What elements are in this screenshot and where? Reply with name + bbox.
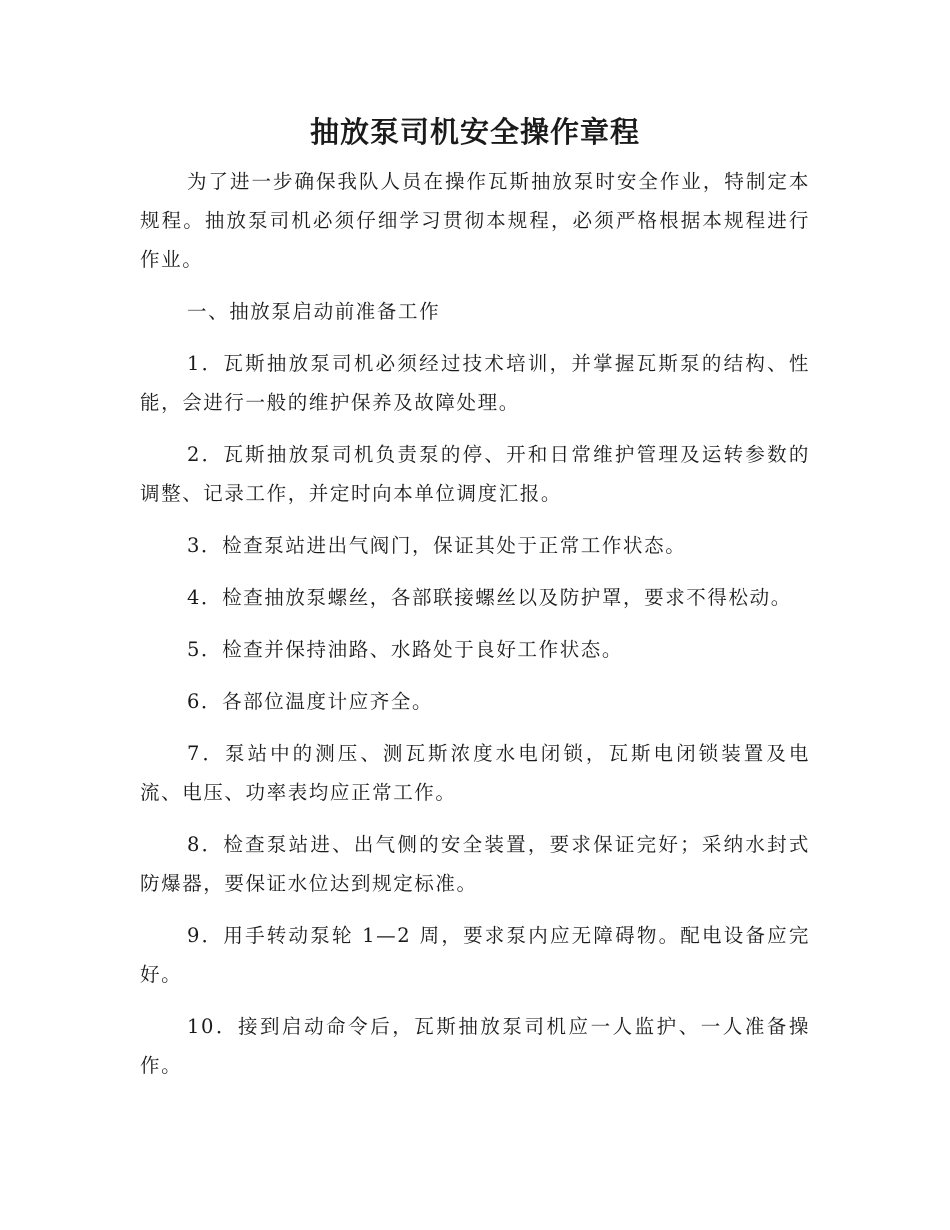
list-item: 8．检查泵站进、出气侧的安全装置，要求保证完好；采纳水封式防爆器，要保证水位达到规定标准。 [140, 833, 810, 895]
list-item: 9．用手转动泵轮 1—2 周，要求泵内应无障碍物。配电设备应完好。 [140, 924, 810, 986]
list-item: 4．检查抽放泵螺丝，各部联接螺丝以及防护罩，要求不得松动。 [187, 586, 792, 609]
list-item: 5．检查并保持油路、水路处于良好工作状态。 [187, 638, 624, 661]
document-page [140, 110, 810, 1098]
document-title: 抽放泵司机安全操作章程 [309, 115, 640, 149]
list-item: 6．各部位温度计应齐全。 [187, 690, 434, 713]
list-item: 7．泵站中的测压、测瓦斯浓度水电闭锁，瓦斯电闭锁装置及电流、电压、功率表均应正常工作。 [140, 742, 810, 804]
section-heading: 一、抽放泵启动前准备工作 [187, 300, 441, 323]
list-item: 3．检查泵站进出气阀门，保证其处于正常工作状态。 [187, 534, 687, 557]
intro-paragraph: 为了进一步确保我队人员在操作瓦斯抽放泵时安全作业，特制定本规程。抽放泵司机必须仔细学习贯彻本规程，必须严格根据本规程进行作业。 [140, 170, 810, 271]
list-item: 1．瓦斯抽放泵司机必须经过技术培训，并掌握瓦斯泵的结构、性能，会进行一般的维护保养及故障处理。 [140, 352, 810, 414]
list-item: 10．接到启动命令后，瓦斯抽放泵司机应一人监护、一人准备操作。 [140, 1015, 810, 1077]
list-item: 2．瓦斯抽放泵司机负责泵的停、开和日常维护管理及运转参数的调整、记录工作，并定时向本单位调度汇报。 [140, 443, 810, 505]
